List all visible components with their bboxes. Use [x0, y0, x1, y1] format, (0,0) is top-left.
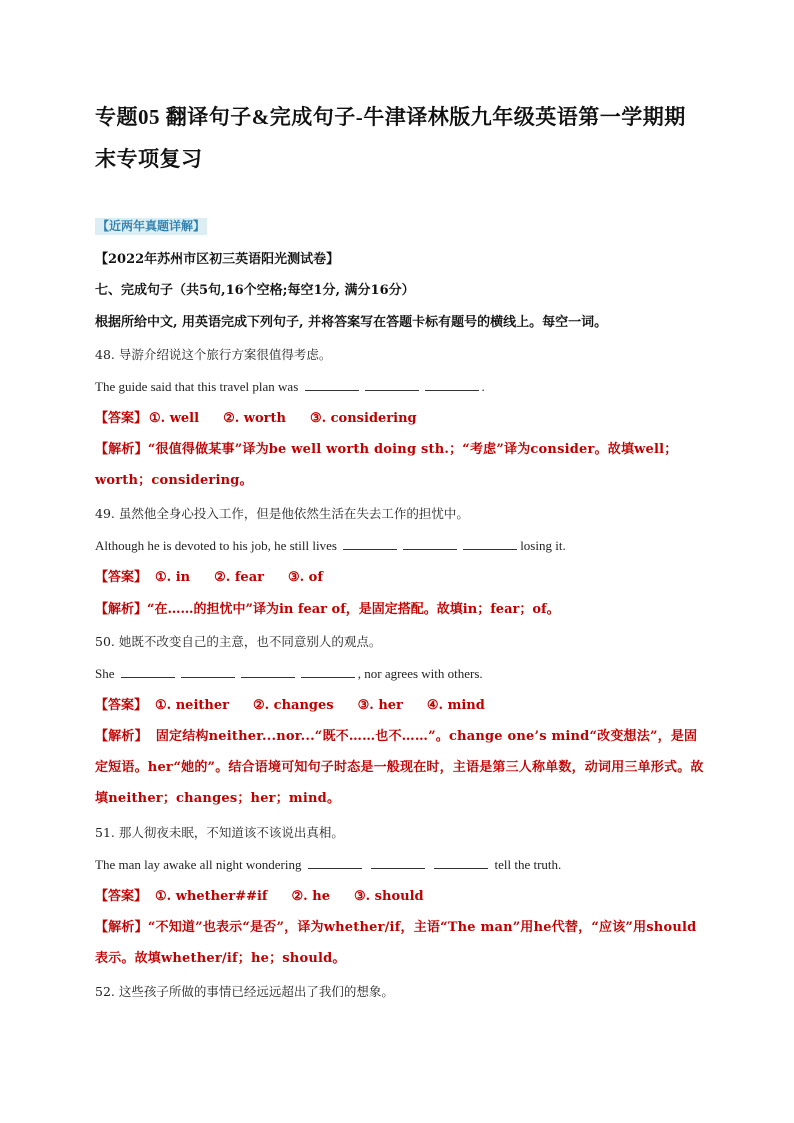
answer-blank: [241, 665, 295, 678]
answer-label: 【答案】: [95, 698, 148, 713]
analysis-text: “很值得做某事”译为be well worth doing sth.；“考虑”译为consider。故填well；worth；considering。: [95, 442, 678, 488]
question-51-en: [95, 856, 561, 874]
sentence-text: , nor agrees with others.: [357, 666, 483, 681]
question-51-analysis: [95, 912, 705, 974]
answer-blank: [308, 856, 362, 869]
question-48-en: [95, 378, 485, 396]
question-48-cn: 48. 导游介绍说这个旅行方案很值得考虑。: [95, 347, 332, 362]
answer-blank: [343, 537, 397, 550]
analysis-label: 【解析】: [95, 920, 148, 935]
answer-item: ②. fear: [214, 570, 264, 585]
answer-item: ④. mind: [426, 698, 485, 713]
analysis-label: 【解析】: [95, 442, 148, 457]
answer-blank: [463, 537, 517, 550]
question-50-cn: 50. 她既不改变自己的主意，也不同意别人的观点。: [95, 634, 382, 649]
answer-item: ①. neither: [155, 698, 229, 713]
answer-blank: [371, 856, 425, 869]
analysis-label: 【解析】: [95, 729, 148, 744]
answer-blank: [403, 537, 457, 550]
answer-item: ①. well: [149, 411, 200, 426]
answer-label: 【答案】: [95, 411, 148, 426]
sentence-text: She: [95, 666, 115, 681]
instruction: 根据所给中文, 用英语完成下列句子, 并将答案写在答题卡标有题号的横线上。每空一词。: [95, 315, 608, 330]
question-51-cn: 51. 那人彻夜未眠，不知道该不该说出真相。: [95, 825, 344, 840]
sentence-text: Although he is devoted to his job, he still lives: [95, 538, 337, 553]
question-49-answer: [95, 569, 323, 587]
question-48-answer: [95, 410, 417, 428]
answer-label: 【答案】: [95, 889, 148, 904]
answer-item: ①. whether##if: [155, 889, 268, 904]
answer-blank: [121, 665, 175, 678]
answer-item: ③. her: [357, 698, 403, 713]
question-49-analysis: [95, 601, 560, 619]
question-52-cn: 52. 这些孩子所做的事情已经远远超出了我们的想象。: [95, 984, 394, 999]
answer-blank: [305, 378, 359, 391]
question-49-en: [95, 537, 566, 555]
exam-source: 【2022年苏州市区初三英语阳光测试卷】: [95, 252, 340, 267]
answer-item: ③. of: [287, 570, 323, 585]
analysis-text: “在……的担忧中”译为in fear of，是固定搭配。故填in；fear；of。: [147, 602, 560, 617]
question-50-analysis: [95, 721, 705, 814]
analysis-label: 【解析】: [95, 602, 148, 617]
sentence-text: losing it.: [520, 538, 566, 553]
part-heading: 七、完成句子（共5句,16个空格;每空1分, 满分16分）: [95, 283, 415, 298]
sentence-text: The guide said that this travel plan was: [95, 379, 299, 394]
answer-item: ①. in: [155, 570, 191, 585]
question-51-answer: [95, 888, 424, 906]
question-49-cn: 49. 虽然他全身心投入工作，但是他依然生活在失去工作的担忧中。: [95, 506, 469, 521]
answer-item: ②. changes: [252, 698, 334, 713]
question-50-en: [95, 665, 483, 683]
sentence-text: tell the truth.: [494, 857, 562, 872]
answer-item: ③. should: [353, 889, 424, 904]
answer-item: ③. considering: [309, 411, 417, 426]
answer-blank: [181, 665, 235, 678]
question-48-analysis: [95, 434, 705, 496]
sentence-text: The man lay awake all night wondering: [95, 857, 302, 872]
sentence-text: .: [481, 379, 485, 394]
answer-item: ②. he: [291, 889, 330, 904]
answer-label: 【答案】: [95, 570, 148, 585]
answer-item: ②. worth: [223, 411, 286, 426]
answer-blank: [434, 856, 488, 869]
page-title: 专题05 翻译句子&完成句子-牛津译林版九年级英语第一学期期末专项复习: [95, 105, 686, 171]
answer-blank: [301, 665, 355, 678]
question-50-answer: [95, 697, 485, 715]
analysis-text: 固定结构neither...nor...“既不……也不……”。change one’s mind“改变想法”，是固定短语。her“她的”。结合语境可知句子时态是一般现在时，主语是第三人称单数，动词用三单形式。故填neither；changes；her；mind。: [95, 729, 704, 806]
answer-blank: [425, 378, 479, 391]
answer-blank: [365, 378, 419, 391]
section-tag: 【近两年真题详解】: [97, 219, 206, 233]
analysis-text: “不知道”也表示“是否”，译为whether/if，主语“The man”用he代替，“应该”用should表示。故填whether/if；he；should。: [95, 920, 697, 966]
